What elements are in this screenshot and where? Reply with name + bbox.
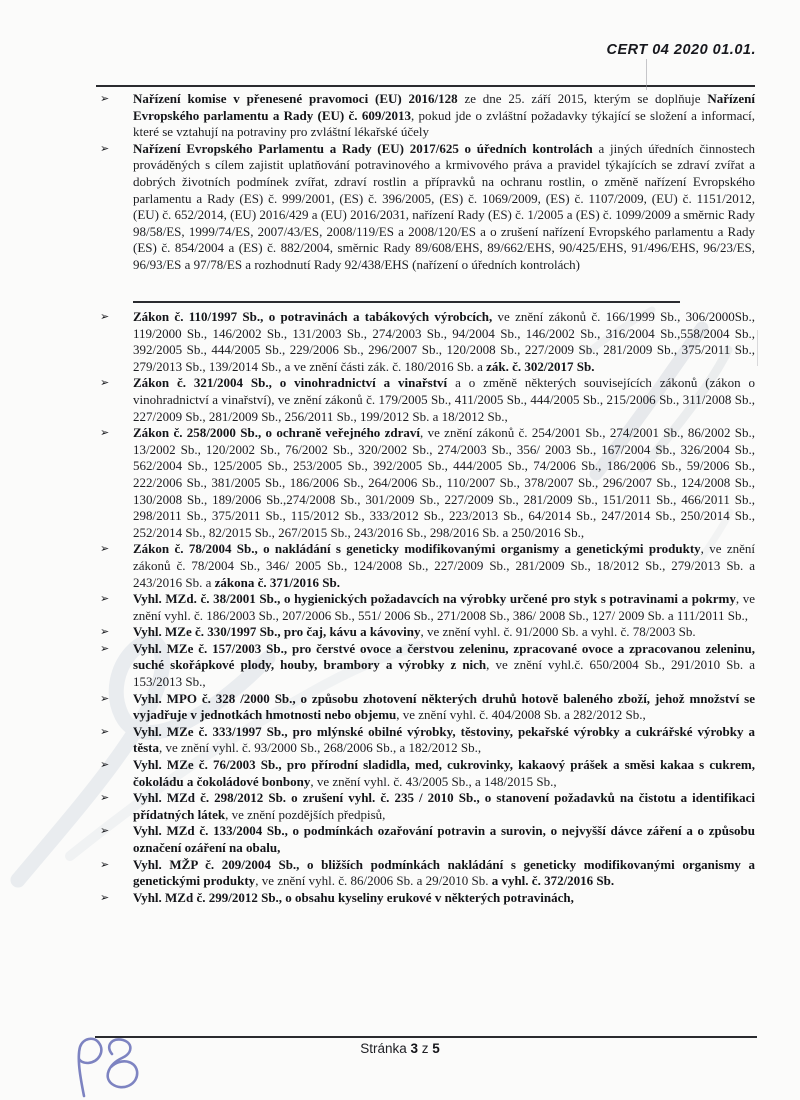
text-segment: , ve znění vyhl. č. 91/2000 Sb. a vyhl. č. 78/2003 Sb. bbox=[420, 624, 696, 640]
text-segment: Nařízení Evropského Parlamentu a Rady (EU) 2017/625 o úředních kontrolách bbox=[133, 140, 599, 156]
arrow-bullet-icon: ➢ bbox=[100, 310, 110, 323]
text-segment: Nařízení komise v přenesené pravomoci (EU) 2016/128 bbox=[133, 91, 465, 106]
list-item bbox=[100, 640, 755, 691]
section-divider-rule bbox=[133, 301, 680, 303]
regulations-list-national bbox=[96, 309, 755, 906]
list-item bbox=[100, 541, 756, 591]
list-item bbox=[100, 889, 755, 907]
text-segment: Vyhl. MZe č. 330/1997 Sb., pro čaj, kávu a kávoviny bbox=[133, 624, 421, 640]
arrow-bullet-icon: ➢ bbox=[100, 376, 110, 390]
arrow-bullet-icon: ➢ bbox=[100, 824, 110, 838]
text-segment: Vyhl. MZd. č. 38/2001 Sb., o hygienických požadavcích na výrobky určené pro styk s potravinami a pokrmy bbox=[133, 591, 736, 607]
text-segment: , ve znění vyhl. č. 43/2005 Sb., a 148/2015 Sb., bbox=[310, 773, 557, 789]
arrow-bullet-icon: ➢ bbox=[100, 724, 110, 738]
arrow-bullet-icon: ➢ bbox=[100, 426, 110, 440]
text-segment: z bbox=[418, 1041, 433, 1056]
scan-artifact bbox=[757, 330, 758, 366]
text-segment: Vyhl. MZe č. 157/2003 Sb., pro čerstvé ovoce a čerstvou zeleninu, zpracované ovoce a zpracovanou zeleninu, suché skořápkové plody, houby, brambory a výrobky z nich bbox=[133, 640, 755, 673]
list-item bbox=[100, 856, 755, 890]
text-segment: Vyhl. MZd č. 133/2004 Sb., o podmínkách ozařování potravin a surovin, o nejvyšší dávce záření a o způsobu označení ozáření na obalu, bbox=[133, 823, 755, 855]
text-segment: Zákon č. 110/1997 Sb., o potravinách a tabákových výrobcích, bbox=[133, 309, 498, 324]
text-segment: , ve znění pozdějších předpisů, bbox=[225, 806, 386, 822]
list-item bbox=[100, 591, 755, 624]
arrow-bullet-icon: ➢ bbox=[100, 791, 110, 805]
list-item bbox=[100, 425, 755, 541]
arrow-bullet-icon: ➢ bbox=[100, 92, 110, 105]
arrow-bullet-icon: ➢ bbox=[100, 542, 110, 556]
page-number bbox=[0, 1041, 800, 1056]
list-item bbox=[100, 624, 755, 641]
text-segment: ze dne 25. září 2015, kterým se doplňuje bbox=[464, 91, 708, 106]
text-segment: , pokud jde o zvláštní požadavky týkající se složení a informací, které se vztahují na potraviny pro zvláštní lékařské účely bbox=[133, 107, 755, 140]
text-segment: zákona č. 371/2016 Sb. bbox=[214, 574, 340, 590]
regulations-list-eu bbox=[96, 91, 755, 274]
arrow-bullet-icon: ➢ bbox=[100, 857, 110, 871]
text-segment: Vyhl. MZd č. 298/2012 Sb. o zrušení vyhl. č. 235 / 2010 Sb., o stanovení požadavků na čistotu a identifikaci přídatných látek bbox=[133, 790, 755, 822]
text-segment: Stránka bbox=[360, 1041, 411, 1056]
text-segment: Vyhl. MZe č. 333/1997 Sb., pro mlýnské obilné výrobky, těstoviny, pekařské výrobky a cukrářské výrobky a těsta bbox=[133, 723, 755, 756]
scan-artifact bbox=[646, 59, 647, 90]
arrow-bullet-icon: ➢ bbox=[100, 641, 110, 655]
list-item bbox=[100, 91, 756, 141]
text-segment: ve znění zákonů č. 166/1999 Sb., 306/2000Sb., 119/2000 Sb., 146/2002 Sb., 131/2003 Sb., 274/2003 Sb., 94/2004 Sb., 146/2002 Sb., 316/2004 Sb.,558/2004 Sb., 392/2005 Sb., 444/2005 Sb., 229/2006 Sb., 296/2007 Sb., 120/2008 Sb., 227/2009 Sb., 281/2009 Sb., 375/2011 Sb., 279/2013 Sb., 139/2014 Sb., a ve znění části zák. č. 180/2016 Sb. a bbox=[133, 309, 755, 374]
text-segment: a jiných úředních činnostech prováděných s cílem zajistit uplatňování potravinového a krmivového práva a pravidel týkajících se zdraví zvířat a dobrých životních podmínek zvířat, zdraví rostlin a přípravků na ochranu rostlin, o změně nařízení Evropského parlamentu a Rady (ES) č. 999/2001, (ES) č. 396/2005, (ES) č. 1069/2009, (ES) č. 1107/2009, (EU) č. 1151/2012, (EU) č. 652/2014, (EU) 2016/429 a (EU) 2016/2031, nařízení Rady (ES) č. 1/2005 a (ES) č. 1099/2009 a směrnic Rady 98/58/ES, 1999/74/ES, 2007/43/ES, 2008/119/ES a 2008/120/ES a o zrušení nařízení Evropského parlamentu a Rady (ES) č. 854/2004 a (ES) č. 882/2004, směrnic Rady 89/608/EHS, 89/662/EHS, 90/425/EHS, 91/496/EHS, 96/23/ES, 96/93/ES a 97/78/ES a rozhodnutí Rady 92/438/EHS (nařízení o úředních kontrolách) bbox=[133, 140, 755, 272]
list-item bbox=[100, 790, 755, 823]
text-segment: Vyhl. MZe č. 76/2003 Sb., pro přírodní sladidla, med, cukrovinky, kakaový prášek a směsi kakaa s cukrem, čokoládu a čokoládové bonbony bbox=[133, 757, 755, 789]
text-segment: , ve znění vyhl.č. 650/2004 Sb., 291/2010 Sb. a 153/2013 Sb., bbox=[133, 657, 755, 690]
footer-rule bbox=[95, 1036, 757, 1038]
text-segment: a vyhl. č. 372/2016 Sb. bbox=[491, 873, 615, 889]
arrow-bullet-icon: ➢ bbox=[100, 758, 110, 772]
text-segment: , ve znění vyhl. č. 86/2006 Sb. a 29/2010 Sb. bbox=[255, 873, 492, 889]
text-segment: a o změně některých souvisejících zákonů (zákon o vinohradnictví a vinařství), ve znění zákonů č. 179/2005 Sb., 411/2005 Sb., 444/2005 Sb., 215/2006 Sb., 311/2008 Sb., 227/2009 Sb., 281/2009 Sb., 256/2011 Sb., 199/2012 Sb. a 18/2012 Sb., bbox=[133, 375, 755, 424]
arrow-bullet-icon: ➢ bbox=[100, 890, 110, 904]
text-segment: Nařízení Evropského parlamentu a Rady (EU) č. 609/2013 bbox=[133, 91, 756, 123]
text-segment: , ve znění vyhl. č. 186/2003 Sb., 207/2006 Sb., 551/ 2006 Sb., 271/2008 Sb., 386/ 2008 Sb., 127/ 2009 Sb. a 111/2011 Sb., bbox=[133, 591, 755, 623]
text-segment: Vyhl. MZd č. 299/2012 Sb., o obsahu kyseliny erukové v některých potravinách, bbox=[133, 889, 574, 905]
text-segment: , ve znění zákonů č. 254/2001 Sb., 274/2001 Sb., 86/2002 Sb., 13/2002 Sb., 120/2002 Sb., 76/2002 Sb., 320/2002 Sb., 274/2003 Sb., 356/ 2003 Sb., 167/2004 Sb., 326/2004 Sb., 562/2004 Sb., 125/2005 Sb., 253/2005 Sb., 392/2005 Sb., 444/2005 Sb., 74/2006 Sb., 186/2006 Sb., 59/2006 Sb., 222/2006 Sb., 381/2005 Sb., 186/2006 Sb., 264/2006 Sb., 110/2007 Sb., 378/2007 Sb., 296/2007 Sb., 124/2008 Sb., 130/2008 Sb., 189/2006 Sb.,274/2008 Sb., 301/2009 Sb., 227/2009 Sb., 281/2009 Sb., 151/2011 Sb., 466/2011 Sb., 298/2011 Sb., 375/2011 Sb., 115/2012 Sb., 333/2012 Sb., 223/2013 Sb., 64/2014 Sb., 247/2014 Sb., 250/2014 Sb., 252/2014 Sb., 82/2015 Sb., 267/2015 Sb., 243/2016 Sb., 298/2016 Sb. a 250/2016 Sb., bbox=[133, 425, 755, 540]
arrow-bullet-icon: ➢ bbox=[100, 691, 110, 705]
arrow-bullet-icon: ➢ bbox=[100, 592, 110, 606]
list-item bbox=[100, 140, 755, 274]
text-segment: Vyhl. MŽP č. 209/2004 Sb., o bližších podmínkách nakládání s geneticky modifikovanými organismy a genetickými produkty bbox=[133, 856, 755, 889]
arrow-bullet-icon: ➢ bbox=[100, 141, 110, 155]
list-item bbox=[100, 375, 755, 425]
list-item bbox=[100, 823, 755, 856]
top-rule bbox=[96, 85, 755, 87]
arrow-bullet-icon: ➢ bbox=[100, 625, 110, 639]
text-segment: 5 bbox=[432, 1041, 440, 1056]
text-segment: Zákon č. 78/2004 Sb., o nakládání s geneticky modifikovanými organismy a genetickými produkty bbox=[133, 541, 701, 557]
text-segment: , ve znění vyhl. č. 404/2008 Sb. a 282/2012 Sb., bbox=[396, 707, 646, 723]
text-segment: Zákon č. 258/2000 Sb., o ochraně veřejného zdraví bbox=[133, 425, 421, 441]
list-item bbox=[100, 757, 755, 790]
list-item bbox=[100, 690, 755, 724]
list-item bbox=[100, 309, 755, 375]
text-segment: Zákon č. 321/2004 Sb., o vinohradnictví a vinařství bbox=[133, 375, 456, 391]
list-item bbox=[100, 723, 755, 757]
text-segment: Vyhl. MPO č. 328 /2000 Sb., o způsobu zhotovení některých druhů hotově baleného zboží, jehož množství se vyjadřuje v jednotkách hmotnosti nebo objemu bbox=[133, 690, 755, 723]
text-segment: , ve znění zákonů č. 78/2004 Sb., 346/ 2005 Sb., 124/2008 Sb., 227/2009 Sb., 281/2009 Sb., 18/2012 Sb., 279/2013 Sb. a 243/2016 Sb. a bbox=[133, 541, 756, 590]
text-segment: , ve znění vyhl. č. 93/2000 Sb., 268/2006 Sb., a 182/2012 Sb., bbox=[159, 740, 482, 756]
text-segment: 3 bbox=[410, 1041, 418, 1056]
document-code: CERT 04 2020 01.01. bbox=[606, 42, 756, 58]
text-segment: zák. č. 302/2017 Sb. bbox=[486, 358, 595, 374]
